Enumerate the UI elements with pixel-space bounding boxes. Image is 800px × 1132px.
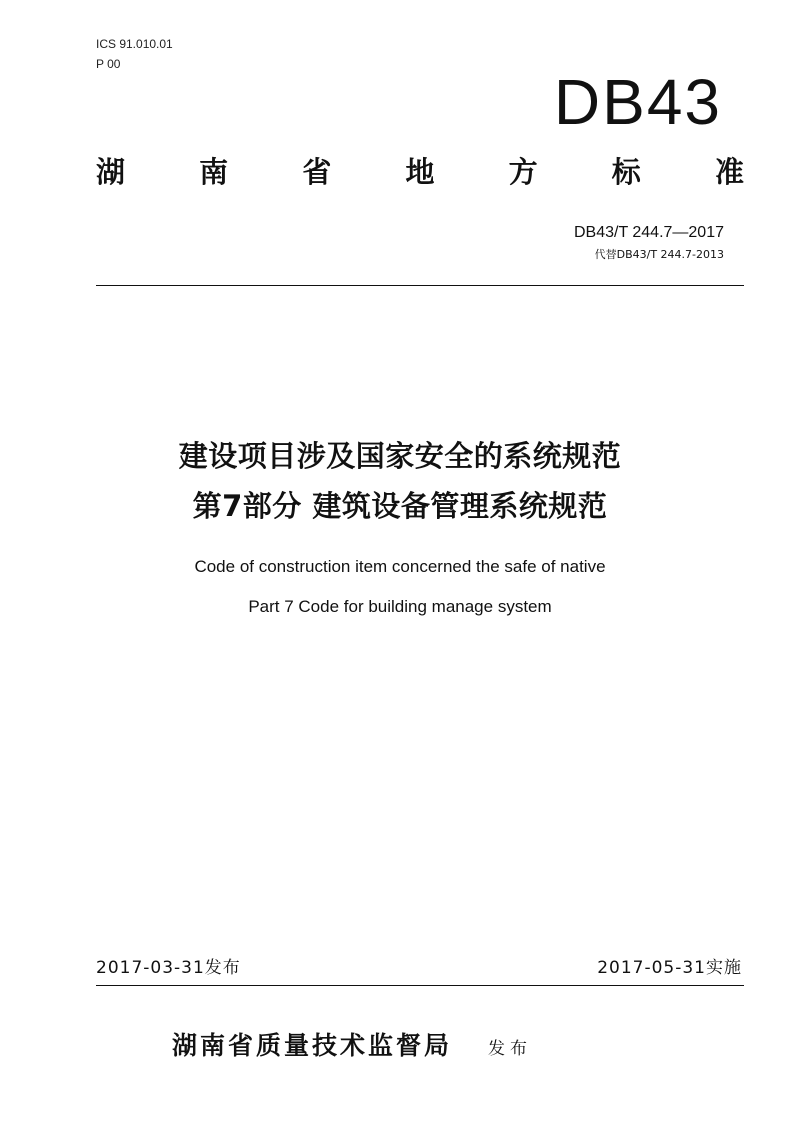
header-char: 湖 [96,155,126,189]
chinese-title-line-1: 建设项目涉及国家安全的系统规范 [178,439,622,473]
header-char: 标 [611,155,641,189]
p-code: P 00 [96,57,121,71]
issue-label: 发布 [488,1039,533,1059]
publish-date: 2017-03-31发布 [96,958,241,978]
ics-code: ICS 91.010.01 [96,37,173,51]
db-logo: DB43 [553,66,722,138]
header-char: 方 [508,155,538,189]
top-divider [96,285,744,286]
english-title-line-2: Part 7 Code for building manage system [248,597,552,616]
english-title-line-1: Code of construction item concerned the safe of native [194,557,606,576]
standard-number: DB43/T 244.7—2017 [573,224,724,241]
bottom-divider [96,985,744,986]
header-char: 准 [714,155,744,189]
implement-date: 2017-05-31实施 [597,958,742,978]
issuer-row [172,1028,532,1064]
issuing-authority: 湖南省质量技术监督局 [172,1031,453,1060]
standard-type-header [96,152,744,192]
header-char: 地 [405,155,435,189]
header-char: 省 [302,155,332,189]
replaces-standard: 代替DB43/T 244.7-2013 [594,248,724,261]
chinese-title-line-2: 第7部分 建筑设备管理系统规范 [192,489,608,523]
header-char: 南 [199,155,229,189]
